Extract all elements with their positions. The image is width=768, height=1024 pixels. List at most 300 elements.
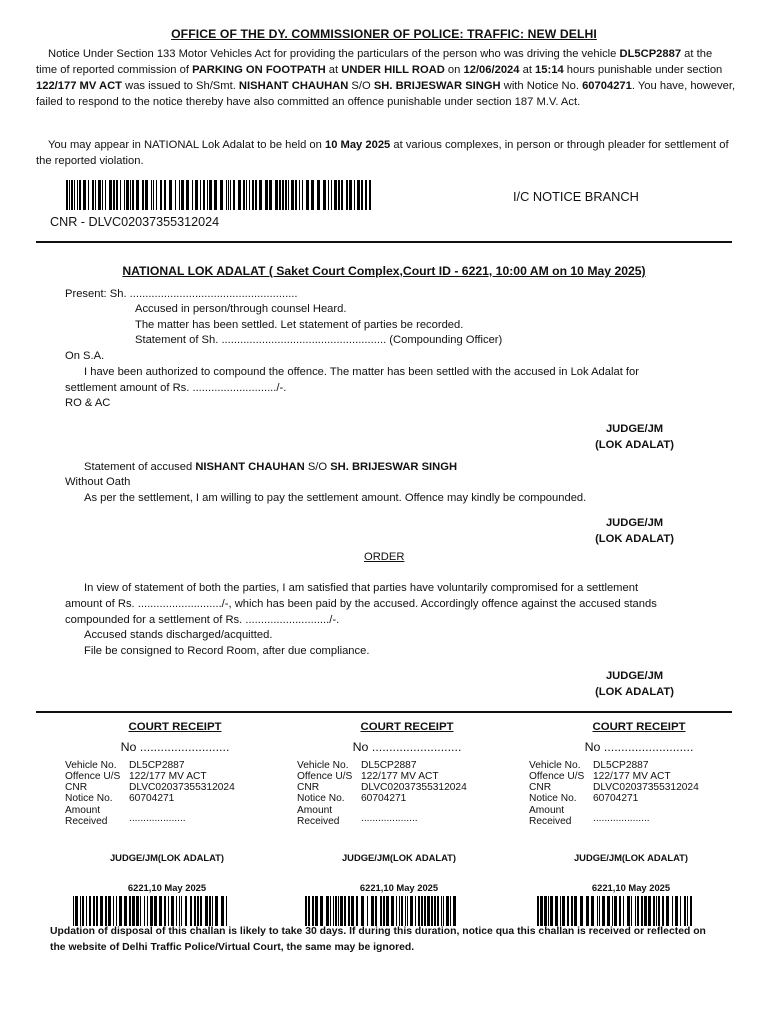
barcode-bar xyxy=(215,896,218,926)
barcode-bar xyxy=(361,180,363,210)
barcode-bar xyxy=(95,180,96,210)
barcode-bar xyxy=(405,896,406,926)
barcode-bar xyxy=(226,896,227,926)
barcode-bar xyxy=(690,896,692,926)
barcode-bar xyxy=(637,896,639,926)
barcode-bar xyxy=(612,896,613,926)
barcode-bar xyxy=(92,180,94,210)
barcode-bar xyxy=(330,896,331,926)
barcode-bar xyxy=(328,180,329,210)
barcode-bar xyxy=(102,180,103,210)
receipt-judge: JUDGE/JM(LOK ADALAT) xyxy=(341,852,457,864)
barcode-bar xyxy=(437,896,439,926)
barcode-bar xyxy=(136,180,139,210)
barcode-bar xyxy=(197,896,199,926)
barcode-bar xyxy=(295,180,297,210)
barcode-bar xyxy=(168,896,169,926)
barcode-bar xyxy=(255,180,257,210)
barcode-bar xyxy=(221,896,224,926)
barcode-bar xyxy=(186,180,189,210)
barcode-bar xyxy=(288,180,289,210)
judge-label: JUDGE/JM xyxy=(605,517,664,529)
barcode-bar xyxy=(312,896,314,926)
receipt-value: DLVC02037355312024 xyxy=(129,782,235,794)
judge-signature-block xyxy=(595,515,674,547)
appearance-paragraph xyxy=(36,138,736,170)
barcode-bar xyxy=(147,896,148,926)
barcode-bar xyxy=(323,180,326,210)
barcode-bar xyxy=(431,896,433,926)
barcode-bar xyxy=(185,896,187,926)
barcode-bar xyxy=(357,180,360,210)
notice-text: at xyxy=(325,63,342,76)
receipt-value: .................... xyxy=(129,812,186,824)
barcode-bar xyxy=(291,180,294,210)
receipt-number: No .......................... xyxy=(584,740,694,755)
barcode-bar xyxy=(192,180,193,210)
barcode-bar xyxy=(226,180,227,210)
offence-date: 12/06/2024 xyxy=(463,63,520,76)
barcode-bar xyxy=(421,896,423,926)
receipt-judge: JUDGE/JM(LOK ADALAT) xyxy=(109,852,225,864)
barcode-bar xyxy=(317,180,320,210)
barcode-bar xyxy=(340,896,343,926)
barcode-bar xyxy=(73,896,74,926)
barcode-bar xyxy=(93,896,95,926)
barcode-bar xyxy=(548,896,549,926)
barcode-bar xyxy=(446,896,449,926)
barcode-bar xyxy=(130,180,131,210)
barcode-bar xyxy=(675,896,678,926)
barcode-bar xyxy=(614,896,617,926)
barcode-bar xyxy=(354,180,355,210)
barcode-bar xyxy=(207,180,208,210)
barcode-bar xyxy=(644,896,647,926)
receipt-details xyxy=(297,760,467,827)
barcode-bar xyxy=(132,896,135,926)
receipt-value: 122/177 MV ACT xyxy=(129,771,207,783)
barcode-bar xyxy=(77,180,78,210)
without-oath-line: Without Oath xyxy=(65,476,131,488)
receipt-key: Notice No. xyxy=(297,793,345,805)
barcode-bar xyxy=(383,896,385,926)
discharged-line: Accused stands discharged/acquitted. xyxy=(84,629,273,641)
barcode-bar xyxy=(399,896,400,926)
barcode-bar xyxy=(238,180,241,210)
court-receipt xyxy=(529,719,759,932)
receipt-key: Vehicle No. xyxy=(529,759,581,771)
barcode-bar xyxy=(424,896,426,926)
barcode-bar xyxy=(153,180,154,210)
barcode-bar xyxy=(156,180,157,210)
barcode-bar xyxy=(450,896,451,926)
barcode-bar xyxy=(109,180,112,210)
receipt-title: COURT RECEIPT xyxy=(128,721,222,733)
barcode-bar xyxy=(333,896,334,926)
receipt-value: DLVC02037355312024 xyxy=(593,782,699,794)
barcode-bar xyxy=(71,180,73,210)
receipt-key: Received xyxy=(529,815,572,827)
barcode-bar xyxy=(591,896,594,926)
barcode-bar xyxy=(279,180,281,210)
barcode-bar xyxy=(687,896,688,926)
barcode-bar xyxy=(571,896,573,926)
offence-name: PARKING ON FOOTPATH xyxy=(192,63,326,76)
barcode-bar xyxy=(164,896,166,926)
barcode-bar xyxy=(176,896,177,926)
barcode-bar xyxy=(89,896,91,926)
barcode-bar xyxy=(200,180,201,210)
receipt-value: DL5CP2887 xyxy=(593,759,649,771)
notice-text: on xyxy=(444,63,464,76)
receipt-key: Offence U/S xyxy=(297,771,353,783)
barcode-bar xyxy=(367,896,368,926)
receipt-barcode xyxy=(73,896,229,926)
receipt-key: Offence U/S xyxy=(529,771,585,783)
barcode-bar xyxy=(375,896,377,926)
barcode-bar xyxy=(179,180,180,210)
barcode-bar xyxy=(441,896,442,926)
settled-line: The matter has been settled. Let statement of parties be recorded. xyxy=(135,319,464,331)
receipt-value: 122/177 MV ACT xyxy=(593,771,671,783)
barcode-bar xyxy=(386,896,389,926)
barcode-bar xyxy=(453,896,456,926)
barcode-bar xyxy=(344,896,346,926)
barcode-bar xyxy=(169,180,172,210)
barcode-bar xyxy=(124,180,125,210)
barcode-bar xyxy=(116,180,118,210)
accused-statement-line xyxy=(84,460,457,476)
receipt-number: No .......................... xyxy=(120,740,230,755)
notice-text: S/O xyxy=(348,79,374,92)
barcode-bar xyxy=(586,896,589,926)
barcode-bar xyxy=(205,896,208,926)
receipt-details xyxy=(529,760,699,827)
barcode-bar xyxy=(214,180,217,210)
notice-text: at the time of reported commission of xyxy=(36,48,713,76)
barcode-bar xyxy=(672,896,673,926)
barcode-bar xyxy=(371,896,374,926)
barcode-bar xyxy=(443,896,444,926)
barcode-bar xyxy=(365,180,367,210)
barcode-bar xyxy=(335,896,337,926)
barcode-bar xyxy=(361,896,364,926)
barcode-bar xyxy=(641,896,643,926)
barcode-bar xyxy=(105,896,107,926)
barcode-bar xyxy=(537,896,539,926)
barcode-bar xyxy=(83,180,86,210)
receipt-title: COURT RECEIPT xyxy=(592,721,686,733)
receipt-value: 60704271 xyxy=(593,793,639,805)
barcode-bar xyxy=(540,896,543,926)
barcode-bar xyxy=(230,180,231,210)
receipt-date: 6221,10 May 2025 xyxy=(359,882,439,894)
barcode-bar xyxy=(120,180,121,210)
court-receipt xyxy=(297,719,527,932)
offence-place: UNDER HILL ROAD xyxy=(341,63,445,76)
receipt-value: .................... xyxy=(593,812,650,824)
barcode-bar xyxy=(658,896,660,926)
offence-time: 15:14 xyxy=(535,63,564,76)
barcode-bar xyxy=(113,180,115,210)
barcode-bar xyxy=(252,180,254,210)
barcode-bar xyxy=(338,180,340,210)
order-line: In view of statement of both the parties, I am satisfied that parties have voluntarily compromised for a settlement xyxy=(84,582,639,594)
section-divider xyxy=(36,241,732,243)
receipt-judge: JUDGE/JM(LOK ADALAT) xyxy=(573,852,689,864)
barcode-bar xyxy=(124,896,127,926)
notice-text: at xyxy=(519,63,536,76)
receipt-value: 60704271 xyxy=(129,793,175,805)
barcode-bar xyxy=(108,896,111,926)
barcode-bar xyxy=(346,180,348,210)
barcode-bar xyxy=(562,896,565,926)
barcode-bar xyxy=(653,896,655,926)
barcode-bar xyxy=(648,896,651,926)
barcode-bar xyxy=(179,896,180,926)
barcode-bar xyxy=(684,896,686,926)
receipt-key: Vehicle No. xyxy=(65,759,117,771)
barcode-bar xyxy=(233,180,235,210)
barcode-bar xyxy=(302,180,303,210)
barcode-bar xyxy=(194,896,196,926)
barcode-bar xyxy=(246,180,247,210)
barcode-bar xyxy=(305,896,307,926)
barcode-bar xyxy=(74,180,75,210)
barcode-bar xyxy=(66,180,68,210)
disposal-notice: Updation of disposal of this challan is likely to take 30 days. If during this duration, notice qua this challan is received or reflected on the website of Delhi Traffic Police/Virtual Court, the same may be ignored. xyxy=(50,926,706,953)
settlement-willing-line: As per the settlement, I am willing to pay the settlement amount. Offence may kindly be compounded. xyxy=(84,492,587,504)
receipt-key: CNR xyxy=(297,782,320,794)
barcode-bar xyxy=(334,180,337,210)
barcode-bar xyxy=(666,896,669,926)
barcode-bar xyxy=(75,896,78,926)
barcode-bar xyxy=(602,896,605,926)
barcode-bar xyxy=(96,896,98,926)
lok-adalat-label: (LOK ADALAT) xyxy=(595,533,674,546)
father-name: SH. BRIJESWAR SINGH xyxy=(373,79,501,92)
barcode-bar xyxy=(79,180,81,210)
receipt-title: COURT RECEIPT xyxy=(360,721,454,733)
barcode-bar xyxy=(311,180,314,210)
barcode-bar xyxy=(129,896,131,926)
receipt-key: Notice No. xyxy=(65,793,113,805)
barcode-bar xyxy=(607,896,610,926)
barcode-bar xyxy=(69,180,70,210)
cnr-number: CNR - DLVC02037355312024 xyxy=(50,215,220,229)
present-line: Present: Sh. ...................................................... xyxy=(65,288,298,300)
barcode-bar xyxy=(200,896,202,926)
notice-text: Notice Under Section 133 Motor Vehicles Act for providing the particulars of the person who was driving the vehicle xyxy=(48,48,620,60)
statement-text: Statement of accused xyxy=(84,461,196,473)
receipt-date: 6221,10 May 2025 xyxy=(127,882,207,894)
barcode-bar xyxy=(164,180,166,210)
barcode-bar xyxy=(150,896,153,926)
accused-name: NISHANT CHAUHAN xyxy=(238,79,349,92)
receipt-key: Offence U/S xyxy=(65,771,121,783)
barcode-bar xyxy=(380,896,382,926)
barcode-bar xyxy=(285,180,287,210)
barcode-bar xyxy=(86,896,87,926)
adalat-date: 10 May 2025 xyxy=(324,139,391,151)
barcode-bar xyxy=(140,896,141,926)
statement-text: S/O xyxy=(304,461,331,473)
receipt-value: DL5CP2887 xyxy=(361,759,417,771)
barcode-bar xyxy=(195,180,198,210)
receipt-key: Vehicle No. xyxy=(297,759,349,771)
receipt-value: 122/177 MV ACT xyxy=(361,771,439,783)
notice-text: . You have, however, failed to respond to the notice thereby have also committed an offence punishable under section 187 M.V. Act. xyxy=(36,79,736,108)
receipt-divider xyxy=(36,711,732,713)
notice-text: was issued to Sh/Smt. xyxy=(122,79,239,92)
judge-signature-block xyxy=(595,668,674,700)
barcode-bar xyxy=(181,896,182,926)
barcode-bar xyxy=(203,180,205,210)
barcode-bar xyxy=(338,896,339,926)
barcode-bar xyxy=(635,896,636,926)
receipt-value: DLVC02037355312024 xyxy=(361,782,467,794)
barcode-bar xyxy=(560,896,561,926)
vehicle-number: DL5CP2887 xyxy=(619,48,682,60)
barcode-bar xyxy=(220,180,223,210)
barcode-bar xyxy=(680,896,681,926)
barcode-bar xyxy=(160,180,162,210)
notice-text: with Notice No. xyxy=(500,79,583,92)
barcode-bar xyxy=(175,180,176,210)
accused-name: NISHANT CHAUHAN xyxy=(195,461,305,473)
barcode-bar xyxy=(597,896,598,926)
barcode-bar xyxy=(154,896,157,926)
statement-line: Statement of Sh. ..................................................... (Compounding Officer) xyxy=(135,334,503,346)
barcode-bar xyxy=(212,896,213,926)
barcode-bar xyxy=(190,896,192,926)
barcode-bar xyxy=(401,896,403,926)
page-title: OFFICE OF THE DY. COMMISSIONER OF POLICE: TRAFFIC: NEW DELHI xyxy=(171,27,597,41)
barcode-bar xyxy=(631,896,632,926)
barcode-bar xyxy=(574,896,577,926)
appearance-text: at various complexes, in person or through pleader for settlement of the reported violation. xyxy=(36,139,729,167)
barcode-bar xyxy=(580,896,583,926)
barcode-bar xyxy=(88,180,89,210)
barcode-bar xyxy=(306,180,309,210)
barcode-bar xyxy=(282,180,284,210)
lok-adalat-label: (LOK ADALAT) xyxy=(595,439,674,452)
barcode-bar xyxy=(434,896,436,926)
barcode-bar xyxy=(113,896,114,926)
heard-line: Accused in person/through counsel Heard. xyxy=(135,303,347,315)
receipt-key: CNR xyxy=(65,782,88,794)
barcode-bar xyxy=(171,896,174,926)
notice-number: 60704271 xyxy=(582,79,632,92)
barcode-bar xyxy=(265,180,268,210)
receipt-date: 6221,10 May 2025 xyxy=(591,882,671,894)
barcode-bar xyxy=(550,896,553,926)
receipt-key: Amount xyxy=(65,804,101,816)
receipt-key: CNR xyxy=(529,782,552,794)
receipt-barcode xyxy=(305,896,461,926)
barcode-bar xyxy=(349,180,352,210)
barcode-bar xyxy=(80,896,81,926)
barcode-bar xyxy=(567,896,569,926)
receipt-value: DL5CP2887 xyxy=(129,759,185,771)
adalat-title: NATIONAL LOK ADALAT ( Saket Court Complex,Court ID - 6221, 10:00 AM on 10 May 2025) xyxy=(122,264,646,278)
barcode-bar xyxy=(119,896,122,926)
receipt-barcode xyxy=(537,896,693,926)
barcode-bar xyxy=(356,896,358,926)
receipt-value: .................... xyxy=(361,812,418,824)
court-receipt xyxy=(65,719,295,932)
notice-paragraph xyxy=(36,47,736,111)
receipt-key: Amount xyxy=(297,804,333,816)
barcode-bar xyxy=(308,896,310,926)
father-name: SH. BRIJESWAR SINGH xyxy=(330,461,458,473)
receipt-number: No .......................... xyxy=(352,740,462,755)
barcode-bar xyxy=(656,896,657,926)
receipt-value: 60704271 xyxy=(361,793,407,805)
barcode-bar xyxy=(275,180,278,210)
barcode-bar xyxy=(116,896,117,926)
barcode-bar xyxy=(100,896,103,926)
barcode-bar xyxy=(662,896,664,926)
barcode-bar xyxy=(136,896,139,926)
judge-signature-block xyxy=(595,421,674,453)
barcode-bar xyxy=(320,896,323,926)
notice-branch: I/C NOTICE BRANCH xyxy=(513,189,639,204)
receipt-key: Notice No. xyxy=(529,793,577,805)
judge-label: JUDGE/JM xyxy=(605,670,664,682)
cnr-barcode xyxy=(66,180,374,210)
judge-label: JUDGE/JM xyxy=(605,423,664,435)
barcode-bar xyxy=(249,180,250,210)
notice-text: hours punishable under section xyxy=(563,63,723,76)
barcode-bar xyxy=(144,896,145,926)
barcode-bar xyxy=(627,896,630,926)
order-line: amount of Rs. .........................../-, which has been paid by the accused. Accordingly offence against the accused stands xyxy=(65,598,657,610)
barcode-bar xyxy=(415,896,416,926)
barcode-bar xyxy=(228,180,229,210)
barcode-bar xyxy=(315,896,318,926)
barcode-bar xyxy=(410,896,413,926)
receipt-details xyxy=(65,760,235,827)
barcode-bar xyxy=(98,180,101,210)
barcode-bar xyxy=(326,896,329,926)
barcode-bar xyxy=(623,896,624,926)
barcode-bar xyxy=(269,180,272,210)
barcode-bar xyxy=(299,180,300,210)
barcode-bar xyxy=(181,180,184,210)
appearance-text: You may appear in NATIONAL Lok Adalat to be held on xyxy=(48,139,325,151)
barcode-bar xyxy=(619,896,621,926)
barcode-bar xyxy=(391,896,394,926)
barcode-bar xyxy=(145,180,148,210)
barcode-bar xyxy=(151,180,152,210)
offence-section: 122/177 MV ACT xyxy=(36,79,123,92)
barcode-bar xyxy=(396,896,397,926)
barcode-bar xyxy=(544,896,547,926)
barcode-bar xyxy=(126,180,129,210)
barcode-bar xyxy=(331,180,332,210)
settlement-amount-line: settlement amount of Rs. .........................../-. xyxy=(65,382,287,394)
barcode-bar xyxy=(159,896,162,926)
authorized-line: I have been authorized to compound the offence. The matter has been settled with the accused in Lok Adalat for xyxy=(84,366,639,378)
order-line: compounded for a settlement of Rs. .........................../-. xyxy=(65,614,340,626)
record-room-line: File be consigned to Record Room, after due compliance. xyxy=(84,645,370,657)
barcode-bar xyxy=(599,896,600,926)
receipt-key: Received xyxy=(65,815,108,827)
barcode-bar xyxy=(418,896,420,926)
receipt-key: Received xyxy=(297,815,340,827)
barcode-bar xyxy=(348,896,350,926)
